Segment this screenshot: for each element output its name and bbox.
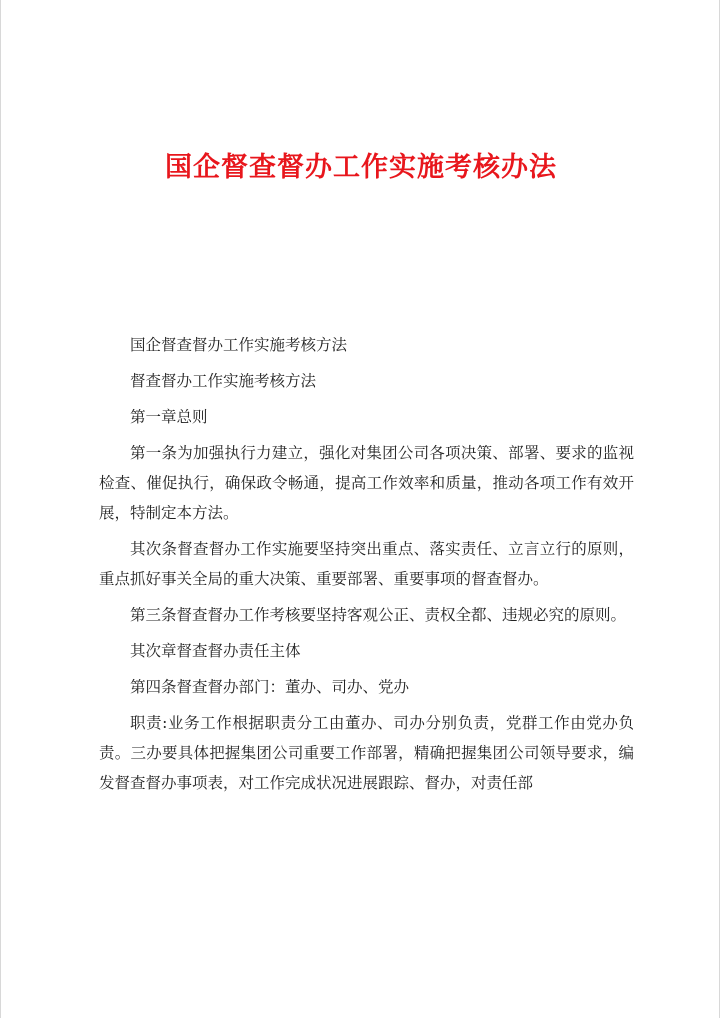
document-title: 国企督查督办工作实施考核办法 xyxy=(165,152,557,183)
document-body xyxy=(99,330,634,804)
chapter-heading-general: 第一章总则 xyxy=(130,408,208,426)
duties-paragraph: 职责:业务工作根据职责分工由董办、司办分别负责，党群工作由党办负责。三办要具体把握集团公司重要工作部署，精确把握集团公司领导要求，编发督查督办事项表，对工作完成状况进展跟踪、督办，对责任部 xyxy=(99,714,634,792)
article-3: 第三条督查督办工作考核要坚持客观公正、责权全都、违规必究的原则。 xyxy=(130,606,627,624)
paragraph-doc-name: 国企督查督办工作实施考核方法 xyxy=(130,336,348,354)
chapter-heading-responsibility: 其次章督查督办责任主体 xyxy=(130,642,301,660)
article-1: 第一条为加强执行力建立，强化对集团公司各项决策、部署、要求的监视检查、催促执行，确保政令畅通，提高工作效率和质量，推动各项工作有效开展，特制定本方法。 xyxy=(99,444,634,522)
article-4: 第四条督查督办部门：董办、司办、党办 xyxy=(130,678,410,696)
paragraph-method-name: 督查督办工作实施考核方法 xyxy=(130,372,317,390)
article-2: 其次条督查督办工作实施要坚持突出重点、落实责任、立言立行的原则，重点抓好事关全局的重大决策、重要部署、重要事项的督查督办。 xyxy=(99,540,634,588)
